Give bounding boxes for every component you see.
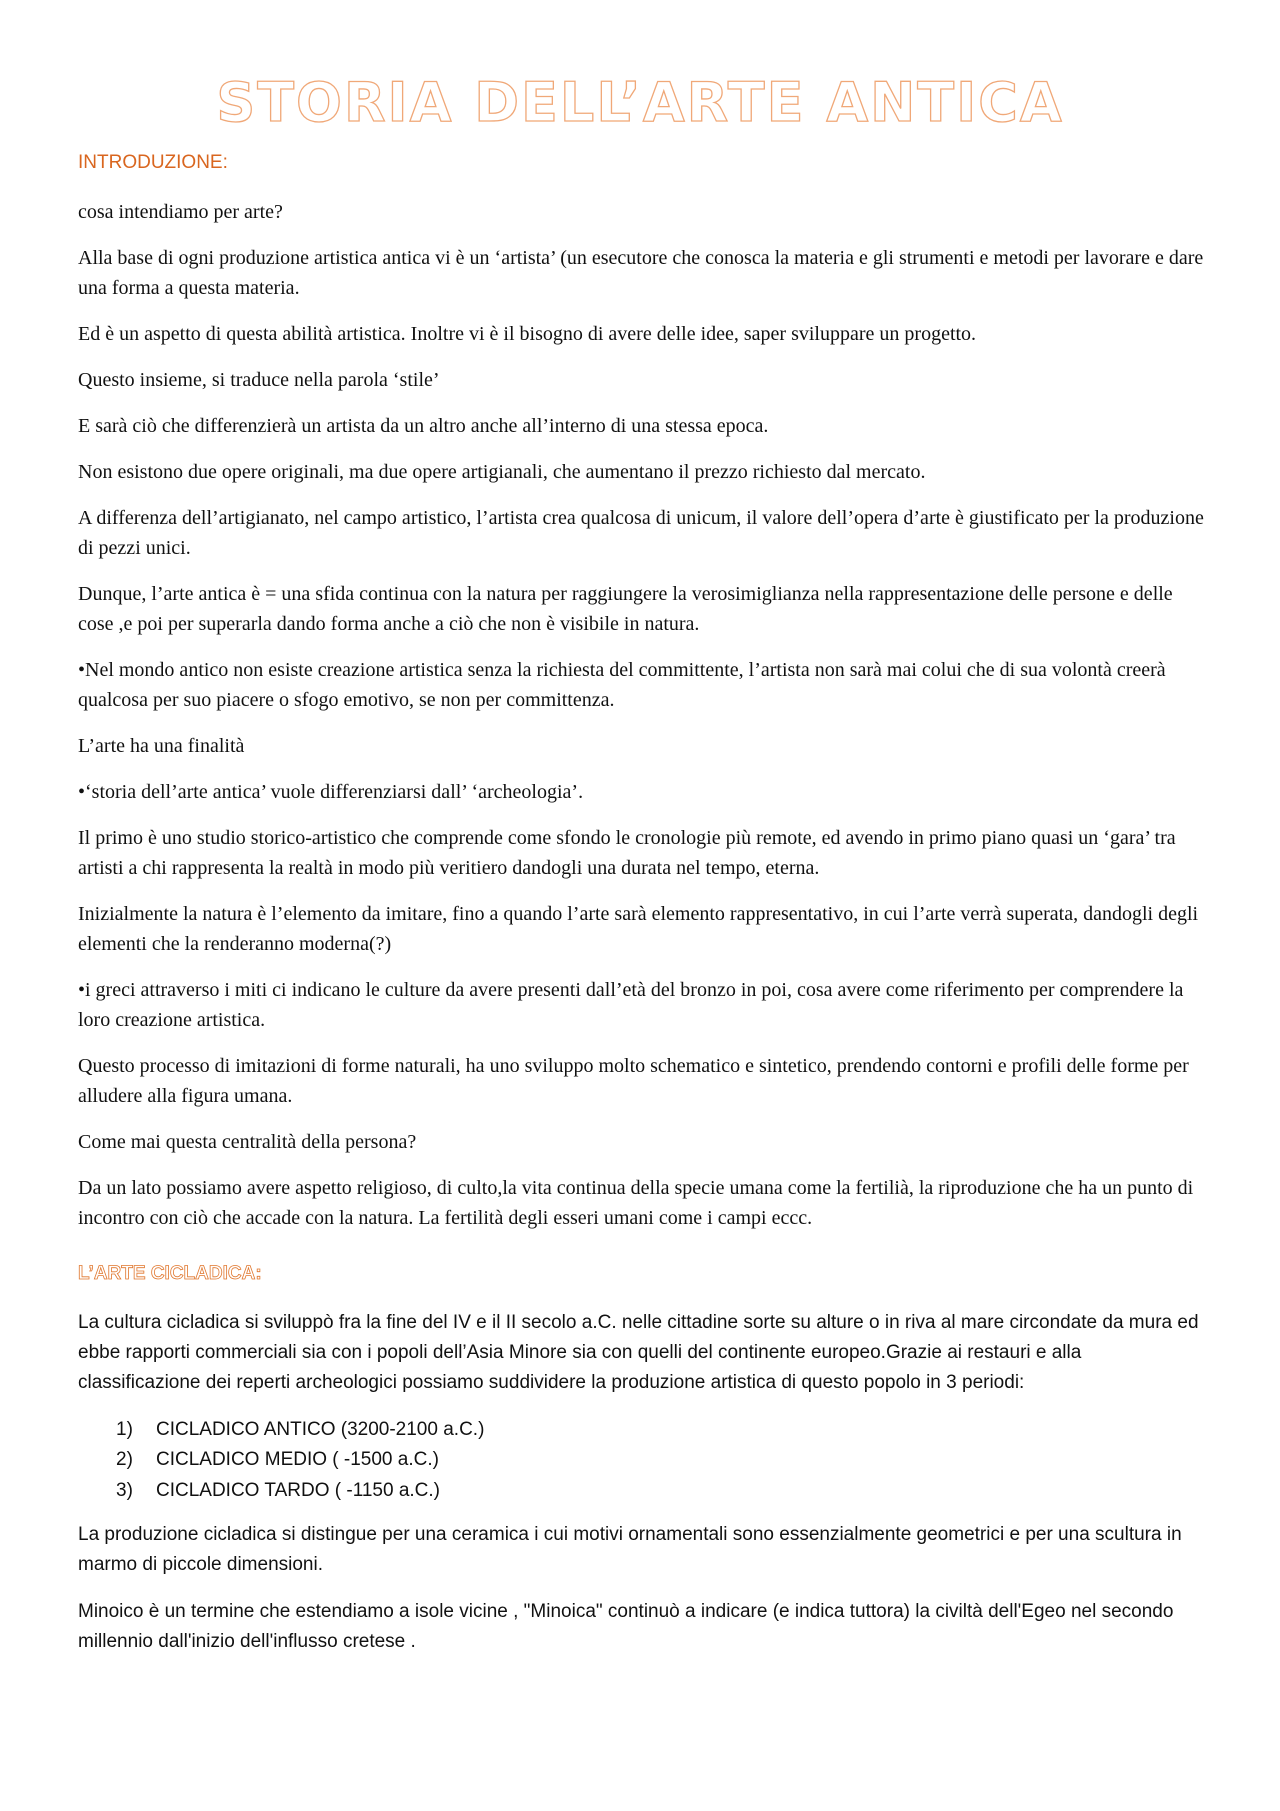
list-item-label: CICLADICO ANTICO (3200-2100 a.C.) (156, 1418, 485, 1440)
list-item-number: 1) (116, 1418, 133, 1440)
document-body (78, 152, 1208, 1674)
intro-paragraph: Ed è un aspetto di questa abilità artistica. Inoltre vi è il bisogno di avere delle idee, saper sviluppare un progetto. (78, 322, 977, 345)
list-item-label: CICLADICO TARDO ( -1150 a.C.) (156, 1479, 441, 1501)
list-item (116, 1476, 1208, 1506)
intro-paragraph: Non esistono due opere originali, ma due opere artigianali, che aumentano il prezzo richiesto dal mercato. (78, 460, 926, 483)
list-item-number: 3) (116, 1479, 133, 1501)
intro-paragraph: Dunque, l’arte antica è = una sfida continua con la natura per raggiungere la verosimiglianza nella rappresentazione delle persone e delle cose ,e poi per superarla dando forma anche a ciò che non è visibile in natura. (78, 582, 1173, 635)
intro-paragraph: Il primo è uno studio storico-artistico che comprende come sfondo le cronologie più remote, ed avendo in primo piano quasi un ‘gara’ tra artisti a chi rappresenta la realtà in modo più veritiero dandogli una durata nel tempo, eterna. (78, 826, 1176, 879)
cycladic-heading: L’ARTE CICLADICA: (78, 1262, 262, 1284)
intro-paragraph: •‘storia dell’arte antica’ vuole differenziarsi dall’ ‘archeologia’. (78, 780, 584, 803)
cycladic-paragraph: Minoico è un termine che estendiamo a isole vicine , "Minoica" continuò a indicare (e indica tuttora) la civiltà dell'Egeo nel secondo millennio dall'inizio dell'influsso cretese . (78, 1600, 1174, 1653)
list-item-label: CICLADICO MEDIO ( -1500 a.C.) (156, 1449, 439, 1471)
periods-list (78, 1415, 1208, 1506)
list-item-number: 2) (116, 1449, 133, 1471)
intro-paragraph: E sarà ciò che differenzierà un artista da un altro anche all’interno di una stessa epoca. (78, 414, 769, 437)
intro-paragraph: •Nel mondo antico non esiste creazione artistica senza la richiesta del committente, l’artista non sarà mai colui che di sua volontà creerà qualcosa per suo piacere o sfogo emotivo, se non per committenza. (78, 658, 1166, 711)
intro-paragraph: A differenza dell’artigianato, nel campo artistico, l’artista crea qualcosa di unicum, il valore dell’opera d’arte è giustificato per la produzione di pezzi unici. (78, 506, 1204, 559)
intro-paragraph: L’arte ha una finalità (78, 734, 245, 757)
cycladic-paragraph: La cultura cicladica si sviluppò fra la fine del IV e il II secolo a.C. nelle cittadine sorte su alture o in riva al mare circondate da mura ed ebbe rapporti commerciali sia con i popoli dell’Asia Minore sia con quelli del continente europeo.Grazie ai restauri e alla classificazione dei reperti archeologici possiamo suddividere la produzione artistica di questo popolo in 3 periodi: (78, 1311, 1199, 1394)
intro-paragraph: Questo insieme, si traduce nella parola ‘stile’ (78, 368, 440, 391)
intro-paragraph: •i greci attraverso i miti ci indicano le culture da avere presenti dall’età del bronzo in poi, cosa avere come riferimento per comprendere la loro creazione artistica. (78, 978, 1184, 1031)
intro-paragraph: Da un lato possiamo avere aspetto religioso, di culto,la vita continua della specie umana come la fertilià, la riproduzione che ha un punto di incontro con ciò che accade con la natura. La fertilità degli esseri umani come i campi eccc. (78, 1176, 1194, 1229)
document-title: STORIA DELL’ARTE ANTICA (216, 71, 1064, 134)
intro-paragraph: Inizialmente la natura è l’elemento da imitare, fino a quando l’arte sarà elemento rappresentativo, in cui l’arte verrà superata, dandogli degli elementi che la renderanno moderna(?) (78, 902, 1199, 955)
list-item (116, 1445, 1208, 1475)
intro-paragraph: Questo processo di imitazioni di forme naturali, ha uno sviluppo molto schematico e sintetico, prendendo contorni e profili delle forme per alludere alla figura umana. (78, 1054, 1189, 1107)
list-item (116, 1415, 1208, 1445)
intro-paragraph: Come mai questa centralità della persona? (78, 1130, 417, 1153)
intro-heading: INTRODUZIONE: (78, 152, 228, 173)
intro-paragraph: Alla base di ogni produzione artistica antica vi è un ‘artista’ (un esecutore che conosca la materia e gli strumenti e metodi per lavorare e dare una forma a questa materia. (78, 246, 1204, 299)
cycladic-paragraph: La produzione cicladica si distingue per una ceramica i cui motivi ornamentali sono essenzialmente geometrici e per una scultura in marmo di piccole dimensioni. (78, 1523, 1182, 1576)
intro-paragraph: cosa intendiamo per arte? (78, 200, 283, 223)
